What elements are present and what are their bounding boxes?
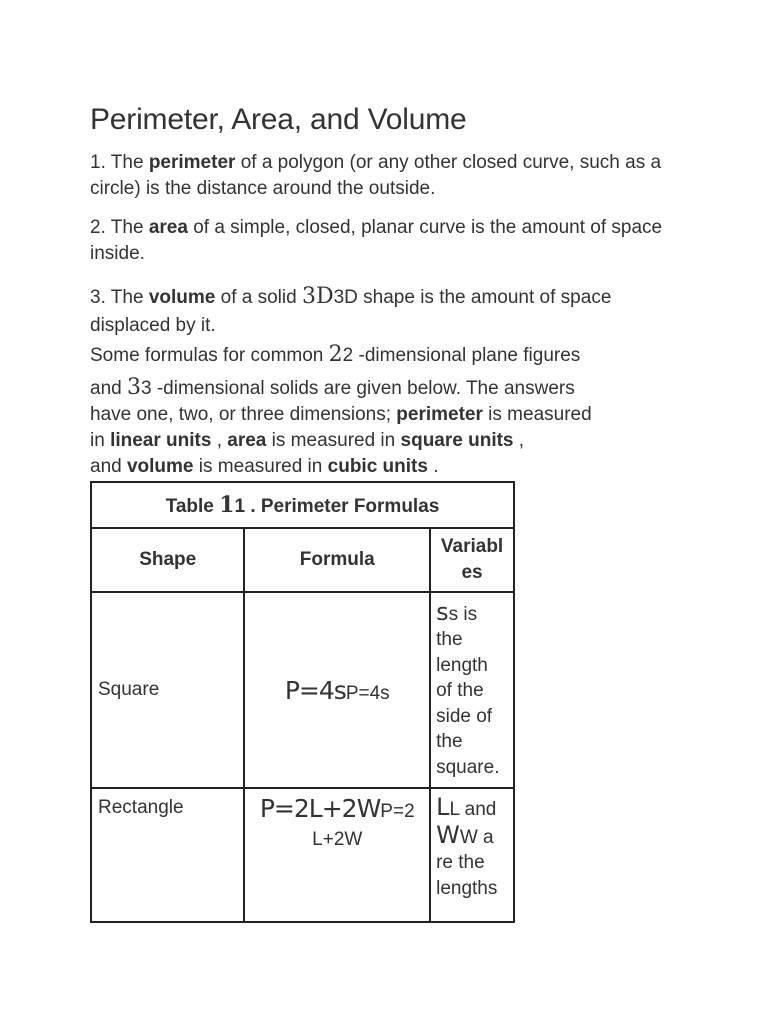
math-expression: L [436, 793, 450, 821]
shape-cell: Rectangle [91, 788, 244, 922]
bold-term: cubic units [327, 456, 428, 477]
math-expression: s [436, 597, 449, 626]
math-plain: 2 [342, 345, 354, 366]
text: , [211, 430, 228, 451]
text: have one, two, or three dimensions; [90, 404, 397, 425]
formula-cell [244, 592, 430, 788]
text: 2. The [90, 217, 149, 238]
math-expression: W [436, 820, 460, 849]
paragraph-volume [90, 284, 690, 339]
intro-line-4 [90, 428, 690, 454]
text: 1. The [90, 152, 149, 173]
intro-line-3 [90, 402, 690, 428]
math-plain: 1 [234, 496, 246, 517]
text: the [436, 629, 463, 651]
text: of a simple, closed, planar curve is the amount of space inside. [90, 217, 663, 264]
text: es [461, 562, 483, 583]
header-formula: Formula [244, 528, 430, 592]
intro-line-5 [90, 454, 690, 480]
text: a [477, 826, 494, 848]
perimeter-formulas-table [90, 481, 515, 923]
text: is measured in [266, 430, 401, 451]
text: displaced by it. [90, 315, 216, 336]
text: . Perimeter Formulas [245, 496, 440, 517]
text: Variabl [440, 536, 504, 557]
text: . [427, 456, 439, 477]
bold-term: volume [126, 456, 194, 477]
variables-cell [430, 592, 514, 788]
bold-term: area [148, 217, 188, 238]
math-expression: 2 [328, 342, 343, 367]
math-plain: 3D [333, 287, 358, 308]
formula-cell [244, 788, 430, 922]
text: length [436, 654, 488, 676]
math-plain: L+2W [312, 829, 363, 850]
text: and [459, 799, 497, 820]
table-caption [91, 482, 514, 528]
math-expression: 3D [301, 284, 334, 309]
bold-term: volume [148, 287, 216, 308]
text: is [458, 603, 478, 625]
header-variables [430, 528, 514, 592]
text: of the [436, 680, 484, 702]
math-plain: 3 [140, 378, 152, 399]
text: square. [436, 756, 500, 778]
paragraph-perimeter [90, 150, 690, 202]
text: and [90, 378, 127, 399]
math-plain: P=4s [345, 682, 390, 704]
math-plain: P=2 [380, 801, 415, 822]
text: of a solid [215, 287, 302, 308]
intro-line-1 [90, 342, 690, 369]
bold-term: perimeter [396, 404, 483, 425]
intro-line-2 [90, 375, 690, 402]
math-plain: L [449, 799, 460, 820]
text: in [90, 430, 111, 451]
variables-cell [430, 788, 514, 922]
math-expression: P=4s [284, 675, 346, 705]
math-expression: 1 [219, 492, 235, 518]
bold-term: area [227, 430, 267, 451]
text: Table [165, 496, 220, 517]
text: the [436, 731, 463, 753]
text: -dimensional solids are given below. The answers [151, 378, 575, 399]
table-row [91, 592, 514, 788]
text: shape is the amount of space [357, 287, 612, 308]
math-plain: W [459, 826, 478, 848]
bold-term: linear units [110, 430, 212, 451]
text: is measured [482, 404, 592, 425]
header-shape: Shape [91, 528, 244, 592]
text: , [513, 430, 525, 451]
text: -dimensional plane figures [353, 345, 581, 366]
math-plain: s [448, 603, 459, 625]
text: and [90, 456, 127, 477]
text: of a polygon (or any other closed curve, such as a circle) is the distance around the outside. [90, 152, 662, 199]
shape-cell: Square [91, 592, 244, 788]
text: side of [436, 705, 493, 727]
bold-term: perimeter [148, 152, 236, 173]
math-expression: P=2L+2W [259, 794, 381, 823]
page-title: Perimeter, Area, and Volume [90, 103, 467, 136]
text: Some formulas for common [90, 345, 329, 366]
text: 3. The [90, 287, 149, 308]
text: re the [436, 852, 485, 873]
paragraph-area [90, 215, 690, 267]
text: lengths [436, 877, 498, 899]
bold-term: square units [400, 430, 514, 451]
table-row [91, 788, 514, 922]
paragraph-formulas-intro [90, 342, 690, 480]
text: is measured in [193, 456, 328, 477]
math-expression: 3 [126, 375, 141, 400]
